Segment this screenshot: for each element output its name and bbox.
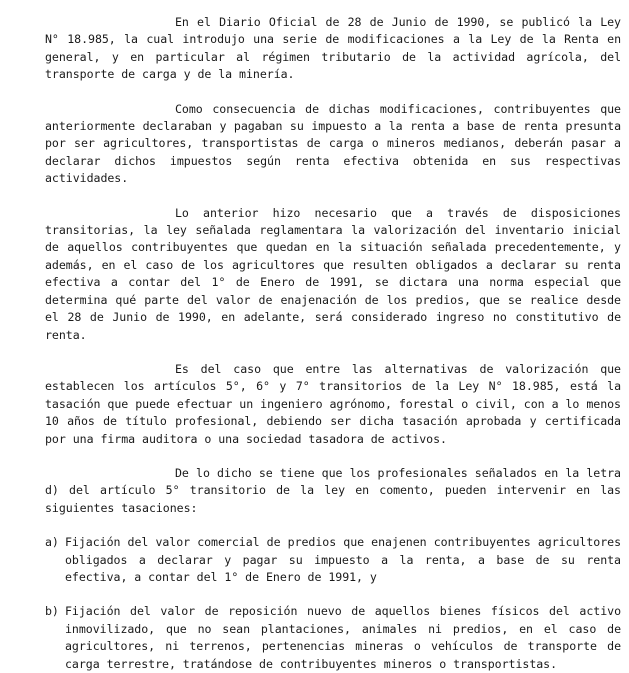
list-marker: b) [45,604,59,619]
list-item-text: Fijación del valor comercial de predios que enajenen contribuyentes agricultores obligados a declarar y pagar su impuesto a la renta, a base de su renta efectiva, a contar del 1° de Enero de 1991, y [65,535,621,584]
paragraph-gap [45,517,621,534]
list-item-a [45,534,621,586]
paragraph-gap [45,586,621,603]
paragraph-gap [45,84,621,101]
list-marker: a) [45,535,59,550]
list-item-text: Fijación del valor de reposición nuevo de aquellos bienes físicos del activo inmovilizado, que no sean plantaciones, animales ni predios, en el caso de agricultores, ni terrenos, pertenencias mineras o vehículos de transporte de carga terrestre, tratándose de contribuyentes mineros o transportistas. [65,604,621,671]
paragraph-5: De lo dicho se tiene que los profesionales señalados en la letra d) del artículo 5° transitorio de la ley en comento, pueden intervenir en las siguientes tasaciones: [45,465,621,515]
paragraph-1: En el Diario Oficial de 28 de Junio de 1990, se publicó la Ley N° 18.985, la cual introdujo una serie de modificaciones a la Ley de la Renta en general, y en particular al régimen tributario de la actividad agrícola, del transporte de carga y de la minería. [45,15,621,82]
paragraph-gap [45,188,621,205]
list-item-b [45,603,621,673]
paragraph-gap [45,448,621,465]
paragraph-gap [45,344,621,361]
paragraph-3: Lo anterior hizo necesario que a través de disposiciones transitorias, la ley señalada reglamentara la valorización del inventario inicial de aquellos contribuyentes que quedan en la situación señalada precedentemente, y además, en el caso de los agricultores que resulten obligados a declarar su renta efectiva a contar del 1° de Enero de 1991, se dictara una norma especial que determina qué parte del valor de enajenación de los predios, que se realice desde el 28 de Junio de 1990, en adelante, será considerado ingreso no constitutivo de renta. [45,205,621,342]
paragraph-4: Es del caso que entre las alternativas de valorización que establecen los artículos 5°, 6° y 7° transitorios de la Ley N° 18.985, está la tasación que puede efectuar un ingeniero agrónomo, forestal o civil, con a lo menos 10 años de título profesional, debiendo ser dicha tasación aprobada y certificada por una firma auditora o una sociedad tasadora de activos. [45,361,621,446]
paragraph-2: Como consecuencia de dichas modificaciones, contribuyentes que anteriormente declaraban y pagaban su impuesto a la renta a base de renta presunta por ser agricultores, transportistas de carga o mineros medianos, deberán pasar a declarar dichos impuestos según renta efectiva obtenida en sus respectivas actividades. [45,101,621,186]
